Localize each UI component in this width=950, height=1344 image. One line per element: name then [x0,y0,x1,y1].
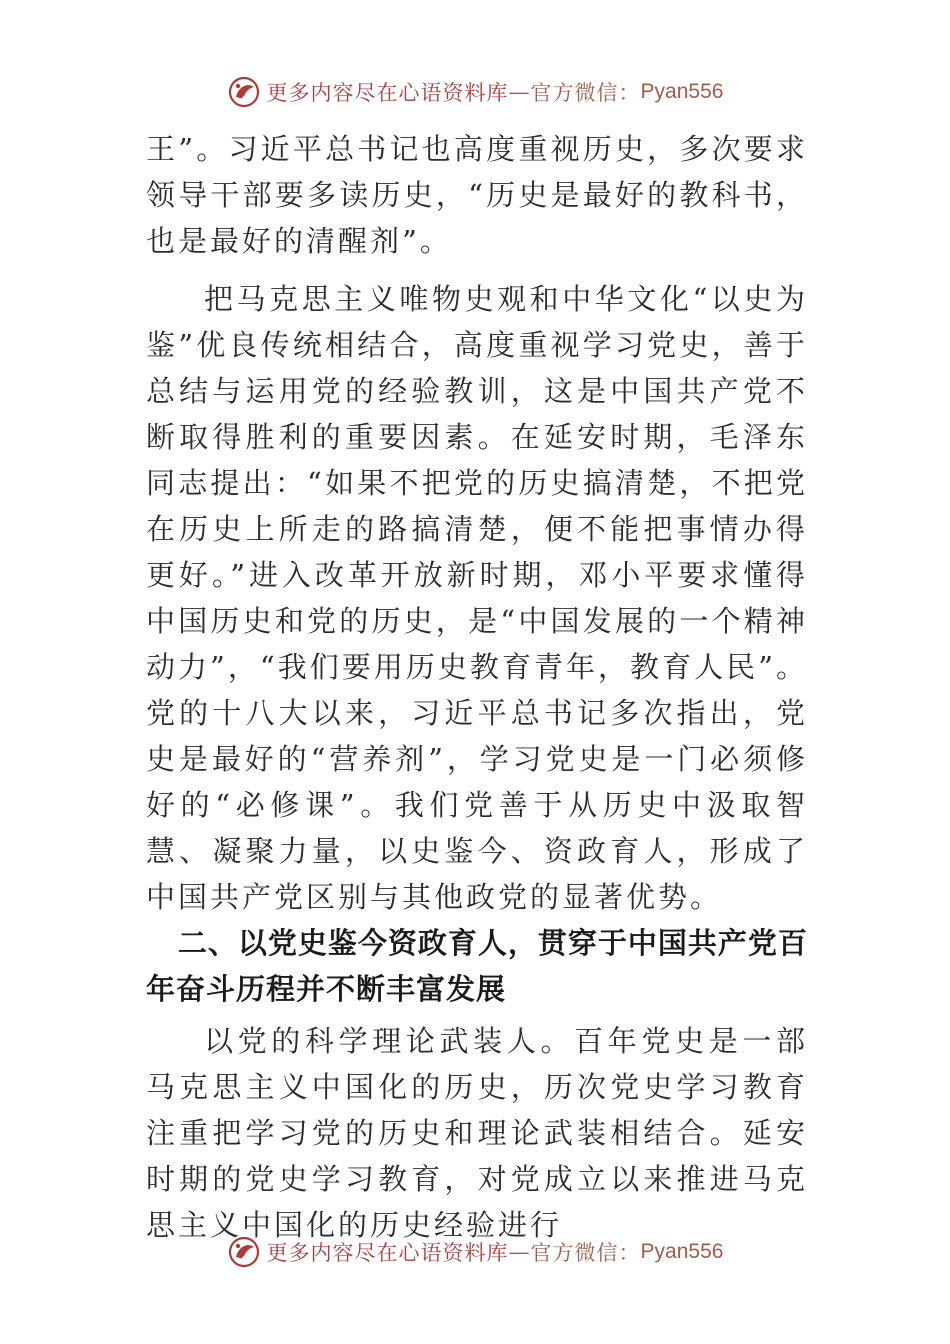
banner-dash: — [508,80,531,104]
wechat-label: 官方微信： [530,1241,641,1265]
footer-banner [0,1232,950,1272]
library-logo-icon [227,75,261,109]
footer-banner-text [267,1237,724,1267]
wechat-id: Pyan556 [640,1240,724,1263]
paragraph: 以党的科学理论武装人。百年党史是一部马克思主义中国化的历史，历次党史学习教育注重把学习党的历史和理论武装相结合。延安时期的党史学习教育，对党成立以来推进马克思主义中国化的历史经验进行 [146,1024,808,1242]
section-heading: 二、以党史鉴今资政育人，贯穿于中国共产党百年奋斗历程并不断丰富发展 [146,926,808,1006]
banner-dash: — [508,1240,531,1264]
library-name: 更多内容尽在心语资料库 [266,81,509,105]
paragraph-gap [146,264,808,276]
paragraph: 把马克思主义唯物史观和中华文化“以史为鉴”优良传统相结合，高度重视学习党史，善于总结与运用党的经验教训，这是中国共产党不断取得胜利的重要因素。在延安时期，毛泽东同志提出：“如果不把党的历史搞清楚，不把党在历史上所走的路搞清楚，便不能把事情办得更好。”进入改革开放新时期，邓小平要求懂得中国历史和党的历史，是“中国发展的一个精神动力”，“我们要用历史教育青年，教育人民”。党的十八大以来，习近平总书记多次指出，党史是最好的“营养剂”，学习党史是一门必须修好的“必修课”。我们党善于从历史中汲取智慧、凝聚力量，以史鉴今、资政育人，形成了中国共产党区别与其他政党的显著优势。 [146,282,808,914]
document-body [146,126,808,1248]
wechat-id: Pyan556 [640,80,724,103]
header-banner [0,72,950,112]
wechat-label: 官方微信： [530,81,641,105]
paragraph-continuation: 王”。习近平总书记也高度重视历史，多次要求领导干部要多读历史，“历史是最好的教科书，也是最好的清醒剂”。 [146,132,808,258]
header-banner-text [267,77,724,107]
library-logo-icon [227,1235,261,1269]
library-name: 更多内容尽在心语资料库 [266,1241,509,1265]
